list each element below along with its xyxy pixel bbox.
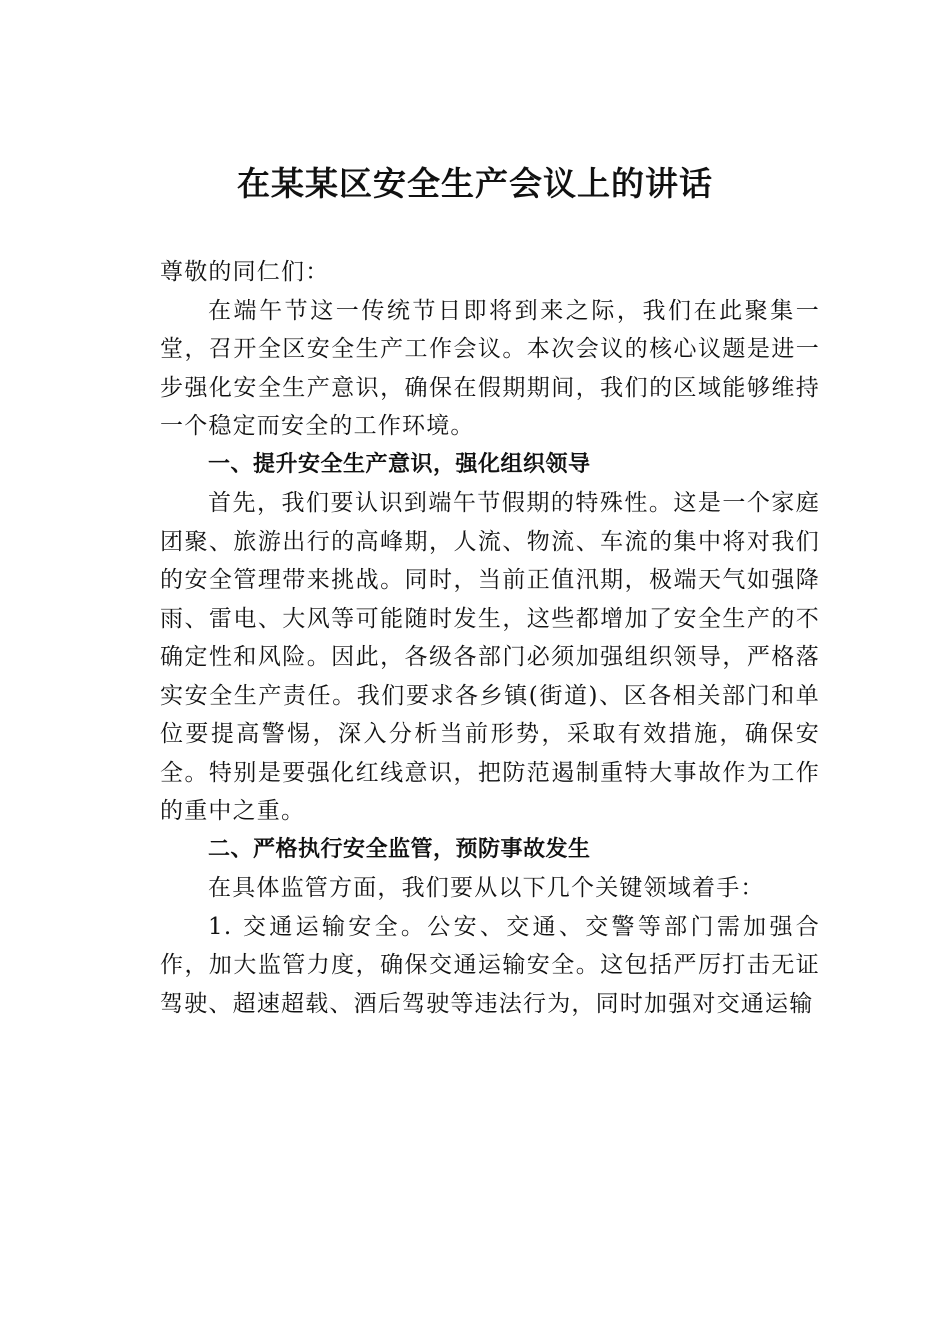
salutation: 尊敬的同仁们： bbox=[160, 259, 330, 285]
section-2-paragraph: 在具体监管方面，我们要从以下几个关键领域着手： bbox=[208, 875, 765, 901]
intro-paragraph: 在端午节这一传统节日即将到来之际，我们在此聚集一堂，召开全区安全生产工作会议。本次会议的核心议题是进一步强化安全生产意识，确保在假期期间，我们的区域能够维持一个稳定而安全的工作环境。 bbox=[160, 297, 820, 439]
section-1-paragraph: 首先，我们要认识到端午节假期的特殊性。这是一个家庭团聚、旅游出行的高峰期，人流、物流、车流的集中将对我们的安全管理带来挑战。同时，当前正值汛期，极端天气如强降雨、雷电、大风等可能随时发生，这些都增加了安全生产的不确定性和风险。因此，各级各部门必须加强组织领导，严格落实安全生产责任。我们要求各乡镇(街道)、区各相关部门和单位要提高警惕，深入分析当前形势，采取有效措施，确保安全。特别是要强化红线意识，把防范遏制重特大事故作为工作的重中之重。 bbox=[160, 490, 820, 824]
section-2-heading: 二、严格执行安全监管，预防事故发生 bbox=[208, 836, 591, 862]
document-body bbox=[160, 253, 820, 1023]
section-1-heading: 一、提升安全生产意识，强化组织领导 bbox=[208, 451, 591, 477]
document-title: 在某某区安全生产会议上的讲话 bbox=[237, 164, 713, 203]
list-item-1: 1. 交通运输安全。公安、交通、交警等部门需加强合作，加大监管力度，确保交通运输安全。这包括严厉打击无证驾驶、超速超载、酒后驾驶等违法行为，同时加强对交通运输 bbox=[160, 913, 820, 1017]
